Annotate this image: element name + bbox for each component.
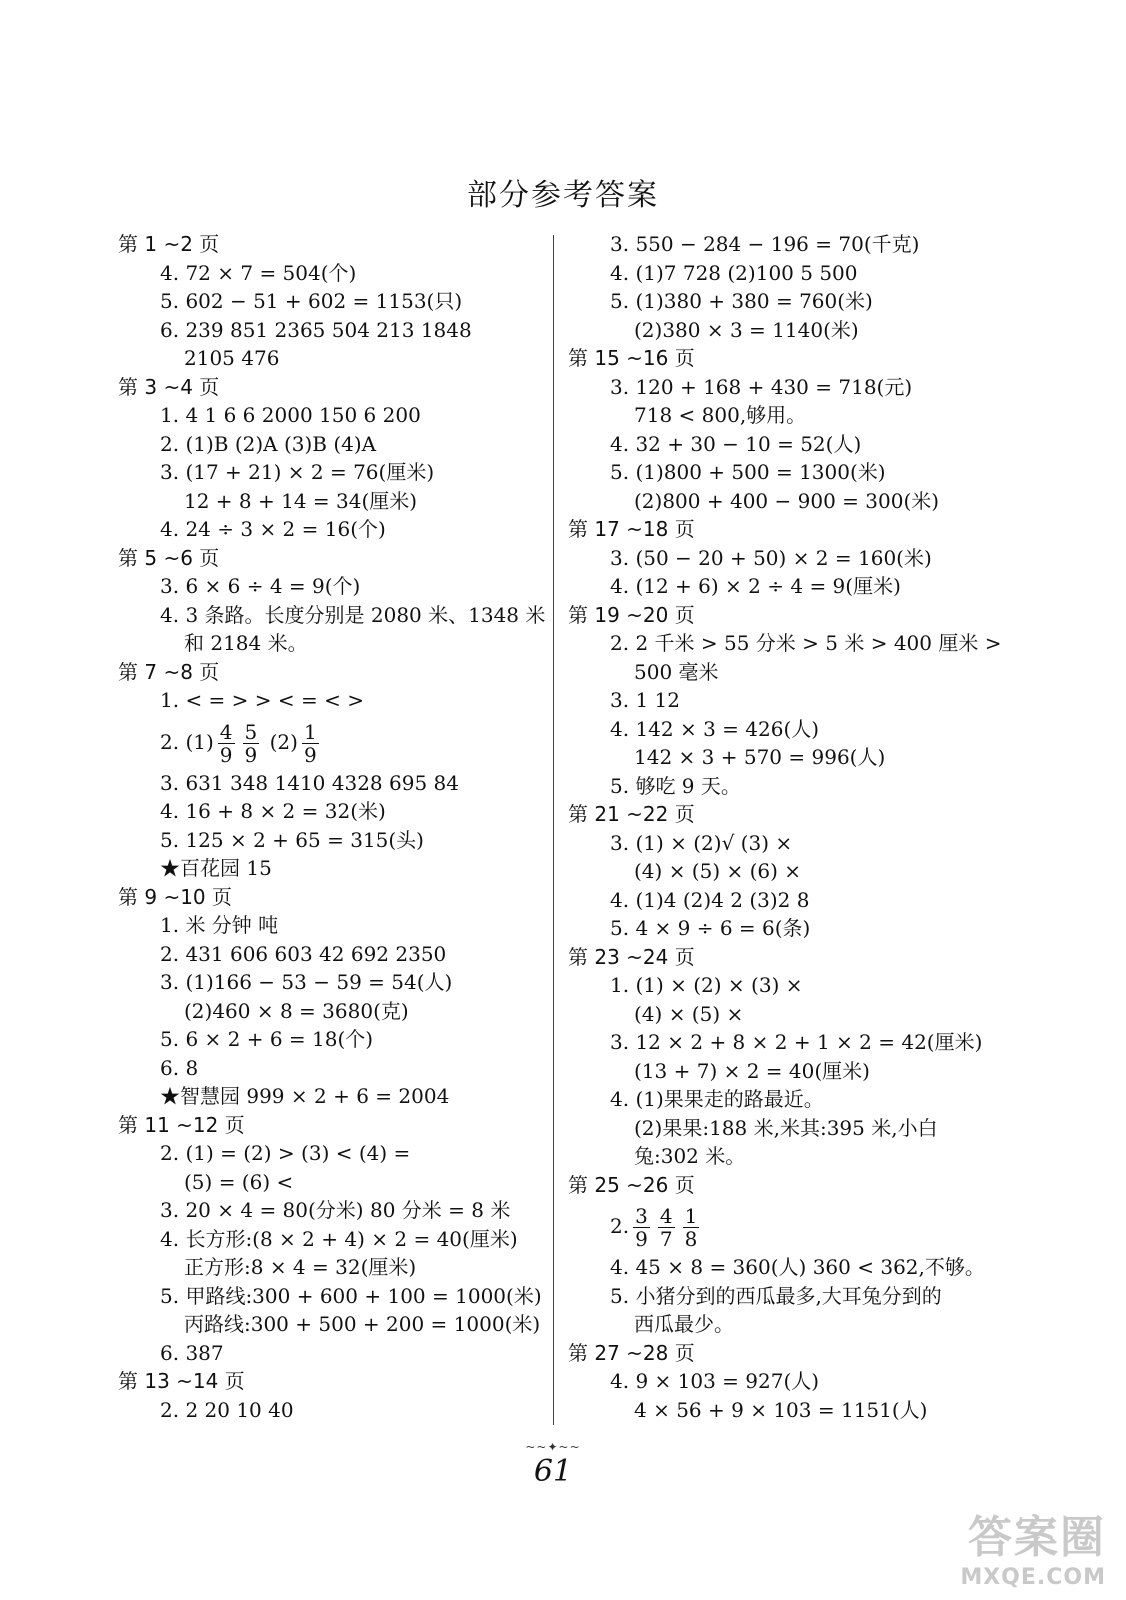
answer-line	[568, 658, 998, 687]
answer-line	[568, 373, 998, 402]
answer-text: 正方形:8 × 4 = 32(厘米)	[184, 1255, 417, 1279]
answer-text: 3. 550 − 284 − 196 = 70(千克)	[610, 232, 920, 256]
answer-line	[118, 601, 548, 630]
numerator: 5	[244, 719, 258, 744]
answer-line	[568, 772, 998, 801]
answer-text: 4. 72 × 7 = 504(个)	[160, 260, 357, 285]
answer-text: 2. (1) = (2) > (3) < (4) =	[160, 1141, 411, 1165]
answer-line	[118, 1082, 548, 1111]
section-heading	[568, 515, 998, 544]
answer-line	[568, 715, 998, 744]
answer-line	[118, 1025, 548, 1054]
fraction	[243, 721, 260, 766]
answer-line	[118, 287, 548, 316]
fraction	[658, 1205, 675, 1250]
answer-line	[568, 544, 998, 573]
answer-text: (2)果果:188 米,米其:395 米,小白	[634, 1115, 938, 1140]
answer-text: 4. 142 × 3 = 426(人)	[610, 716, 820, 741]
answer-line	[118, 1196, 548, 1225]
answer-line	[568, 401, 998, 430]
answer-text: 4. 长方形:(8 × 2 + 4) × 2 = 40(厘米)	[160, 1226, 518, 1251]
answer-text: 3. 12 × 2 + 8 × 2 + 1 × 2 = 42(厘米)	[610, 1030, 983, 1054]
answer-text: 3. 631 348 1410 4328 695 84	[160, 770, 459, 795]
denominator: 9	[244, 742, 258, 767]
answer-line	[568, 857, 998, 886]
answer-text: 第 3 ~4 页	[118, 374, 220, 399]
section-heading	[118, 1367, 548, 1396]
answer-line	[568, 743, 998, 772]
numerator: 1	[303, 719, 317, 744]
answer-line	[118, 430, 548, 459]
answer-text: 718 < 800,够用。	[634, 403, 807, 427]
answer-line	[118, 1139, 548, 1168]
numerator: 3	[635, 1204, 648, 1228]
answer-text: 2. 2 千米 > 55 分米 > 5 米 > 400 厘米 >	[610, 631, 1002, 655]
denominator: 8	[684, 1227, 698, 1251]
answer-text: 5. (1)800 + 500 = 1300(米)	[610, 460, 886, 484]
answer-line	[118, 344, 548, 373]
answer-text: 2.	[610, 1214, 630, 1238]
answer-text: 6. 8	[160, 1055, 199, 1080]
answer-text: 第 9 ~10 页	[118, 884, 233, 909]
footer-ornament: ~~✦~~	[525, 1440, 581, 1454]
answer-line	[568, 1199, 998, 1253]
answer-text: (13 + 7) × 2 = 40(厘米)	[634, 1058, 870, 1083]
answer-line	[118, 401, 548, 430]
answer-text: 第 11 ~12 页	[118, 1112, 245, 1137]
answer-line	[568, 1282, 998, 1311]
answer-line	[118, 1054, 548, 1083]
answer-text: 4. (1)4 (2)4 2 (3)2 8	[610, 887, 810, 912]
answer-line	[568, 316, 998, 345]
watermark-site: MXQE.COM	[960, 1565, 1106, 1590]
answer-text: (4) × (5) × (6) ×	[634, 859, 802, 883]
answer-line	[568, 487, 998, 516]
answer-line	[118, 854, 548, 883]
answer-line	[118, 715, 548, 769]
answer-text: 第 23 ~24 页	[568, 944, 695, 969]
answer-text: 第 17 ~18 页	[568, 517, 695, 541]
fraction	[683, 1205, 700, 1250]
column-divider	[553, 235, 554, 1425]
answer-line	[568, 1057, 998, 1086]
answer-line	[568, 1114, 998, 1143]
answer-line	[118, 572, 548, 601]
answer-text: 西瓜最少。	[634, 1312, 734, 1336]
answer-text: 4. (1)果果走的路最近。	[610, 1087, 824, 1111]
answer-line	[568, 1085, 998, 1114]
answer-text: 第 7 ~8 页	[118, 659, 220, 684]
answer-text: 12 + 8 + 14 = 34(厘米)	[184, 488, 418, 513]
answer-line	[568, 1396, 998, 1425]
section-heading	[568, 800, 998, 829]
answer-text: 3. 6 × 6 ÷ 4 = 9(个)	[160, 574, 361, 598]
answer-text: (2)800 + 400 − 900 = 300(米)	[634, 488, 940, 513]
answer-line	[118, 1339, 548, 1368]
answer-text: 5. 够吃 9 天。	[610, 773, 741, 798]
section-heading	[568, 601, 998, 630]
answer-line	[118, 826, 548, 855]
denominator: 7	[659, 1227, 673, 1251]
answer-line	[118, 316, 548, 345]
answer-text: 2. (1)B (2)A (3)B (4)A	[160, 431, 377, 456]
answer-text: 3. 1 12	[610, 688, 680, 712]
answer-text: 4. (1)7 728 (2)100 5 500	[610, 260, 858, 285]
answer-line	[118, 1396, 548, 1425]
numerator: 4	[219, 719, 233, 744]
section-heading	[118, 658, 548, 687]
section-heading	[118, 883, 548, 912]
page-title: 部分参考答案	[467, 178, 659, 213]
answer-line	[118, 515, 548, 544]
section-heading	[568, 344, 998, 373]
section-heading	[118, 544, 548, 573]
answer-text: 2. 431 606 603 42 692 2350	[160, 941, 447, 966]
answer-text: 142 × 3 + 570 = 996(人)	[634, 745, 886, 769]
answer-text: 1. 4 1 6 6 2000 150 6 200	[160, 403, 421, 427]
answer-line	[118, 797, 548, 826]
answer-text: 第 27 ~28 页	[568, 1340, 695, 1365]
answer-text: 4. 32 + 30 − 10 = 52(人)	[610, 431, 862, 456]
answer-text: 4. 3 条路。长度分别是 2080 米、1348 米	[160, 602, 546, 627]
section-heading	[568, 1171, 998, 1200]
section-heading	[118, 373, 548, 402]
answer-text: 4. 24 ÷ 3 × 2 = 16(个)	[160, 517, 386, 541]
answer-text: 第 5 ~6 页	[118, 545, 220, 570]
answer-line	[568, 914, 998, 943]
section-heading	[568, 1339, 998, 1368]
page-number: 61	[533, 1454, 573, 1489]
answer-text: 3. (50 − 20 + 50) × 2 = 160(米)	[610, 545, 932, 570]
fraction	[302, 721, 319, 766]
numerator: 4	[659, 1204, 673, 1228]
answer-text: 6. 239 851 2365 504 213 1848	[160, 317, 472, 342]
answer-line	[118, 458, 548, 487]
answer-text: 第 19 ~20 页	[568, 602, 695, 627]
answer-text: 和 2184 米。	[184, 631, 308, 655]
answer-text: 第 13 ~14 页	[118, 1369, 245, 1393]
answer-text: 500 毫米	[634, 659, 719, 684]
answer-text: 5. 602 − 51 + 602 = 1153(只)	[160, 289, 463, 313]
answer-text: 3. (17 + 21) × 2 = 76(厘米)	[160, 460, 435, 484]
watermark-logo	[960, 1501, 1106, 1590]
answer-text: 第 21 ~22 页	[568, 802, 695, 826]
answer-line	[568, 287, 998, 316]
answers-right-column	[568, 230, 1002, 1424]
answer-line	[118, 259, 548, 288]
answer-line	[568, 458, 998, 487]
answer-text: 第 15 ~16 页	[568, 346, 695, 370]
section-heading	[118, 1111, 548, 1140]
answer-text: 5. 6 × 2 + 6 = 18(个)	[160, 1027, 374, 1051]
answer-line	[118, 968, 548, 997]
answer-line	[118, 769, 548, 798]
answer-text: 丙路线:300 + 500 + 200 = 1000(米)	[184, 1312, 541, 1336]
answer-text: 2105 476	[184, 346, 280, 370]
fraction	[218, 721, 235, 766]
answer-line	[118, 629, 548, 658]
section-heading	[568, 943, 998, 972]
fraction	[633, 1205, 650, 1250]
answer-line	[568, 259, 998, 288]
answer-text: 4. 16 + 8 × 2 = 32(米)	[160, 799, 386, 823]
answer-line	[118, 997, 548, 1026]
answer-text: 1. 米 分钟 吨	[160, 913, 279, 937]
denominator: 9	[303, 742, 317, 767]
answer-text: 1. (1) × (2) × (3) ×	[610, 973, 803, 997]
answer-line	[568, 1310, 998, 1339]
answer-text: (2)	[263, 729, 298, 754]
page-footer	[508, 1440, 598, 1489]
answer-text: (5) = (6) <	[184, 1169, 294, 1194]
answer-text: 3. (1)166 − 53 − 59 = 54(人)	[160, 970, 453, 994]
answer-text: 5. 小猪分到的西瓜最多,大耳兔分到的	[610, 1283, 942, 1308]
answer-line	[118, 1168, 548, 1197]
answer-text: (4) × (5) ×	[634, 1001, 744, 1026]
answer-line	[118, 911, 548, 940]
answer-text: 4. 45 × 8 = 360(人) 360 < 362,不够。	[610, 1255, 985, 1279]
answers-left-column	[118, 230, 548, 1424]
answer-line	[568, 1367, 998, 1396]
answer-line	[568, 430, 998, 459]
denominator: 9	[219, 742, 233, 767]
answer-text: 5. 甲路线:300 + 600 + 100 = 1000(米)	[160, 1283, 542, 1308]
answer-line	[118, 1225, 548, 1254]
answer-text: 5. 4 × 9 ÷ 6 = 6(条)	[610, 916, 811, 940]
answer-line	[118, 1253, 548, 1282]
answer-line	[568, 1028, 998, 1057]
answer-text: (2)380 × 3 = 1140(米)	[634, 317, 859, 342]
watermark-main: 答案圈	[968, 1512, 1106, 1563]
answer-text: 3. 20 × 4 = 80(分米) 80 分米 = 8 米	[160, 1198, 511, 1222]
answer-text: 1. < = > > < = < >	[160, 688, 365, 712]
answer-text: ★智慧园 999 × 2 + 6 = 2004	[160, 1084, 450, 1108]
answer-text: 兔:302 米。	[634, 1144, 746, 1168]
answer-text: 2. 2 20 10 40	[160, 1397, 294, 1422]
answer-text: 第 25 ~26 页	[568, 1172, 695, 1197]
answer-line	[568, 1142, 998, 1171]
answer-line	[568, 230, 998, 259]
answer-line	[568, 971, 998, 1000]
answer-line	[568, 629, 1002, 658]
answer-line	[118, 1282, 548, 1311]
answer-line	[568, 1253, 998, 1282]
answer-line	[118, 940, 548, 969]
denominator: 9	[635, 1227, 648, 1251]
answer-text: 第 1 ~2 页	[118, 232, 220, 256]
answer-line	[118, 686, 548, 715]
numerator: 1	[684, 1204, 698, 1228]
answer-line	[118, 487, 548, 516]
answer-text: 4 × 56 + 9 × 103 = 1151(人)	[634, 1397, 928, 1422]
answer-text: (2)460 × 8 = 3680(克)	[184, 998, 409, 1023]
answer-text: 3. (1) × (2)√ (3) ×	[610, 830, 793, 855]
answer-text: 4. (12 + 6) × 2 ÷ 4 = 9(厘米)	[610, 574, 901, 598]
answer-text: ★百花园 15	[160, 856, 272, 880]
answer-text: 3. 120 + 168 + 430 = 718(元)	[610, 374, 913, 399]
answer-text: 5. 125 × 2 + 65 = 315(头)	[160, 827, 424, 852]
answer-line	[118, 1310, 548, 1339]
answer-line	[568, 829, 998, 858]
answer-line	[568, 886, 998, 915]
answer-text: 5. (1)380 + 380 = 760(米)	[610, 289, 873, 313]
answer-line	[568, 1000, 998, 1029]
answer-text: 4. 9 × 103 = 927(人)	[610, 1369, 820, 1393]
answer-text: 2. (1)	[160, 729, 214, 754]
section-heading	[118, 230, 548, 259]
answer-text: 6. 387	[160, 1340, 224, 1365]
answer-line	[568, 572, 998, 601]
answer-line	[568, 686, 998, 715]
